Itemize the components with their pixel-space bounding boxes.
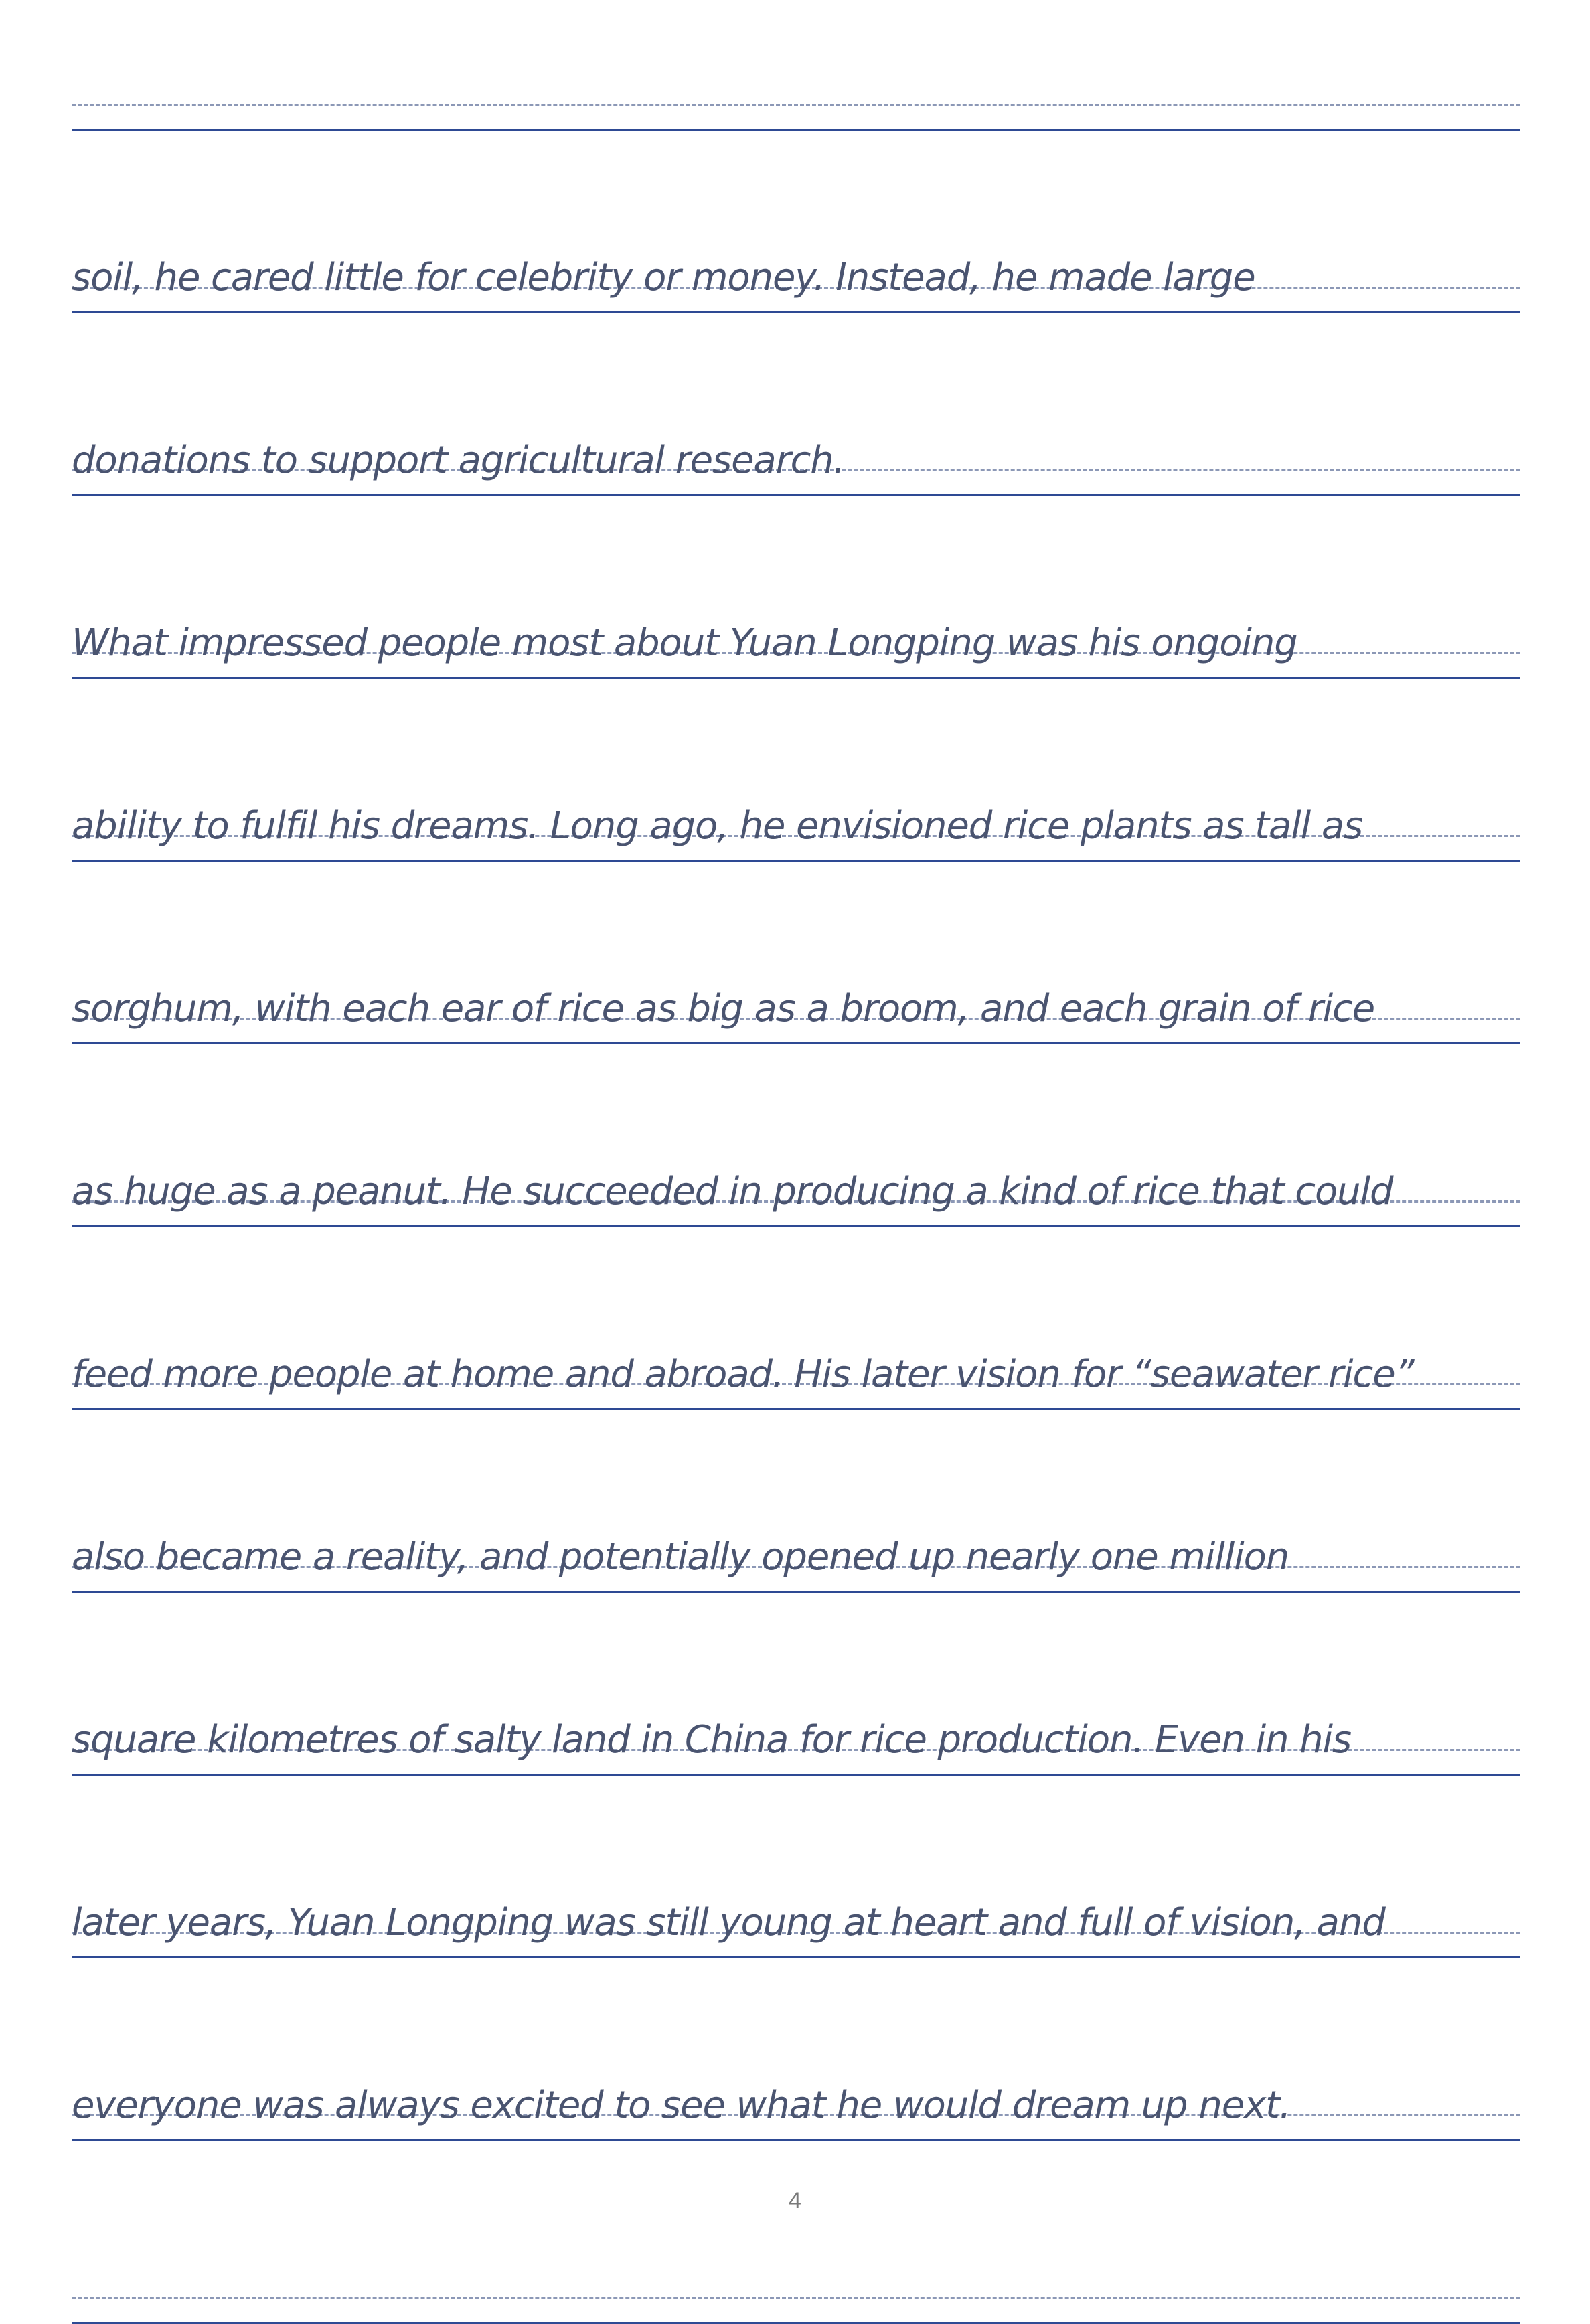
baseline-solid <box>72 494 1520 496</box>
baseline-solid <box>72 1225 1520 1227</box>
tracing-text-line: soil, he cared little for celebrity or money. Instead, he made large <box>72 256 1255 299</box>
tracing-text-line: as huge as a peanut. He succeeded in producing a kind of rice that could <box>72 1170 1393 1213</box>
midline-dashed <box>72 104 1520 106</box>
tracing-text-line: square kilometres of salty land in China for rice production. Even in his <box>72 1718 1352 1762</box>
page-number: 4 <box>789 2188 801 2214</box>
writing-line <box>72 64 1520 117</box>
tracing-text-line: feed more people at home and abroad. His later vision for “seawater rice” <box>72 1352 1414 1396</box>
baseline-solid <box>72 1774 1520 1776</box>
writing-line <box>72 2257 1520 2311</box>
baseline-solid <box>72 1408 1520 1410</box>
tracing-text-line: everyone was always excited to see what he would dream up next. <box>72 2084 1291 2127</box>
tracing-text-line: also became a reality, and potentially opened up nearly one million <box>72 1535 1289 1579</box>
baseline-solid <box>72 129 1520 131</box>
baseline-solid <box>72 860 1520 862</box>
baseline-solid <box>72 677 1520 679</box>
tracing-text-line: donations to support agricultural research. <box>72 439 845 482</box>
baseline-solid <box>72 1042 1520 1044</box>
baseline-solid <box>72 311 1520 313</box>
tracing-text-line: sorghum, with each ear of rice as big as a broom, and each grain of rice <box>72 987 1375 1030</box>
baseline-solid <box>72 2139 1520 2141</box>
midline-dashed <box>72 2297 1520 2299</box>
tracing-text-line: ability to fulfil his dreams. Long ago, he envisioned rice plants as tall as <box>72 804 1363 848</box>
baseline-solid <box>72 1591 1520 1593</box>
tracing-text-line: What impressed people most about Yuan Longping was his ongoing <box>72 621 1297 665</box>
tracing-text-line: later years, Yuan Longping was still young at heart and full of vision, and <box>72 1901 1385 1944</box>
baseline-solid <box>72 1956 1520 1958</box>
